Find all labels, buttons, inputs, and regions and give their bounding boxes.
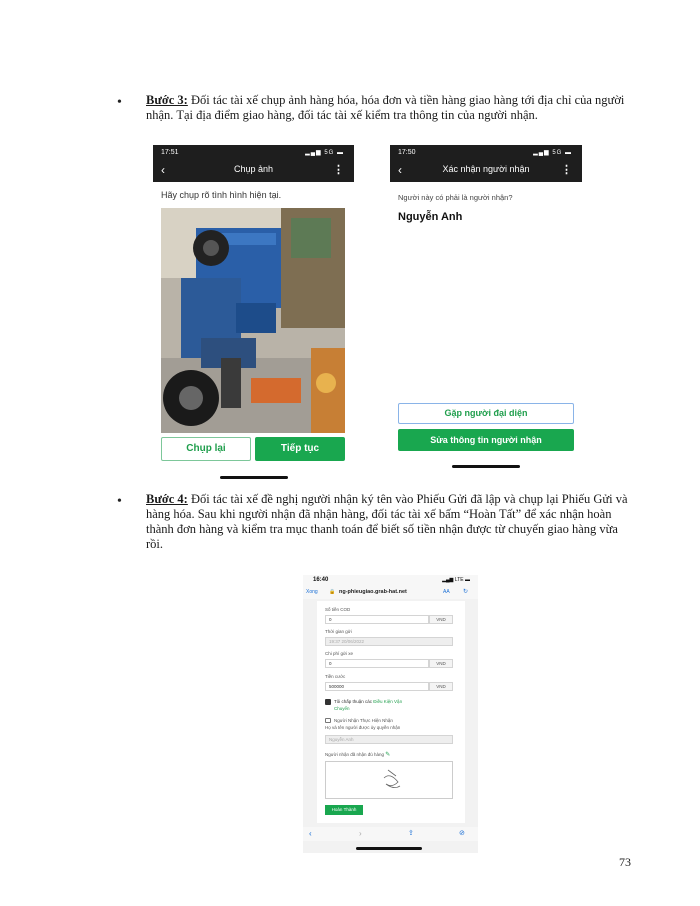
fee-unit: VND — [429, 659, 453, 668]
battery-icon: ▬ — [565, 150, 572, 156]
terms-checkbox[interactable] — [325, 699, 331, 705]
battery-icon: ▬ — [337, 150, 344, 156]
time-input: 19:37 20/06/2022 — [325, 637, 453, 646]
terms-text — [334, 699, 402, 704]
compass-icon[interactable]: ⊘ — [459, 830, 465, 837]
edit-recipient-button[interactable]: Sửa thông tin người nhận — [398, 429, 574, 451]
step3-paragraph — [146, 93, 636, 123]
form-status-bar — [303, 575, 478, 587]
step4-paragraph — [146, 492, 636, 552]
form-card — [317, 601, 465, 823]
step4-line3: thành đơn hàng và kiểm tra mục thanh toán để biết số tiền nhận được từ chuyến giao hàng vừa — [146, 522, 618, 536]
page-title: Chụp ảnh — [233, 164, 274, 174]
recipient-question: Người này có phải là người nhận? — [398, 193, 513, 202]
screen-confirm-recipient — [390, 145, 582, 470]
step3-text-1: Đối tác tài xế chụp ảnh hàng hóa, hóa đơn và tiền hàng giao hàng tới địa chỉ của người — [190, 93, 625, 107]
screen-delivery-form — [303, 575, 478, 853]
reload-icon[interactable]: ↻ — [463, 589, 469, 595]
step4-line2: hàng hóa. Sau khi người nhận đã nhận hàng, đối tác tài xế bấm “Hoàn Tất” để xác nhận hoàn — [146, 507, 612, 521]
back-arrow-icon[interactable]: ‹ — [398, 163, 402, 177]
lock-icon: 🔒 — [329, 589, 336, 595]
signal-icon: ▂▄▆ — [305, 150, 322, 156]
text-size-button[interactable]: AA — [443, 589, 450, 595]
screen-photo-capture — [153, 145, 354, 483]
signal-icon: ▂▄▆ — [533, 150, 550, 156]
step4-line4: rồi. — [146, 537, 164, 551]
continue-button[interactable]: Tiếp tục — [255, 437, 345, 461]
receiver-input[interactable]: Nguyễn Anh — [325, 735, 453, 744]
signature-scribble — [326, 762, 454, 800]
receiver-check-label: Người Nhận Thực Hiện Nhận — [334, 718, 393, 723]
instruction-text: Hãy chụp rõ tình hình hiện tại. — [161, 190, 282, 200]
browser-bar — [303, 587, 478, 599]
network-label: LTE — [454, 577, 464, 583]
page-title: Xác nhận người nhận — [442, 164, 530, 174]
bullet-step4: • — [117, 494, 122, 509]
status-time: 16:40 — [313, 577, 329, 583]
browser-toolbar — [303, 827, 478, 841]
home-indicator — [220, 476, 288, 479]
status-time: 17:50 — [398, 149, 416, 156]
status-icons — [533, 149, 572, 156]
bullet-step3: • — [117, 95, 122, 110]
confirm-header — [390, 145, 582, 182]
network-label: 5G — [324, 150, 335, 156]
signal-icon: ▂▄▆ — [442, 577, 454, 583]
photo-header — [153, 145, 354, 182]
ship-label: Tiền cước — [325, 674, 346, 679]
status-time: 17:51 — [161, 149, 179, 156]
receiver-hint: Họ và tên người được ủy quyền nhận — [325, 725, 401, 730]
fee-input[interactable]: 0 — [325, 659, 429, 668]
signature-pad[interactable] — [325, 761, 453, 799]
fee-label: Chi phí gửi xe — [325, 651, 354, 656]
ship-unit: VND — [429, 682, 453, 691]
status-icons — [305, 149, 344, 156]
battery-icon: ▬ — [465, 577, 470, 583]
back-icon[interactable]: ‹ — [309, 829, 312, 838]
terms-link-2[interactable]: Chuyển — [334, 706, 350, 711]
ship-input[interactable]: 500000 — [325, 682, 429, 691]
step4-line1 — [146, 492, 636, 507]
home-indicator — [452, 465, 520, 468]
step4-label: Bước 4: — [146, 492, 188, 506]
more-vertical-icon[interactable]: ⋮ — [333, 164, 344, 176]
cod-input[interactable]: 0 — [325, 615, 429, 624]
submit-button[interactable]: Hoàn Thành — [325, 805, 363, 815]
more-vertical-icon[interactable]: ⋮ — [561, 164, 572, 176]
pen-icon: ✎ — [385, 752, 391, 758]
forward-icon[interactable]: › — [359, 829, 362, 838]
back-arrow-icon[interactable]: ‹ — [161, 163, 165, 177]
meet-representative-button[interactable]: Gặp người đại diện — [398, 403, 574, 424]
status-icons — [442, 577, 470, 583]
step3-line1 — [146, 93, 636, 108]
retake-button[interactable]: Chụp lại — [161, 437, 251, 461]
step3-label: Bước 3: — [146, 93, 188, 107]
page-number: 73 — [619, 855, 631, 869]
cod-label: Số tiền COD — [325, 607, 351, 612]
url-text[interactable]: ng-phieugiao.grab-hat.net — [339, 589, 407, 595]
cod-unit: VND — [429, 615, 453, 624]
terms-link[interactable]: Điều Kiện Vận — [373, 699, 403, 704]
signature-label — [325, 751, 390, 758]
step4-text-1: Đối tác tài xế đề nghị người nhận ký tên vào Phiếu Gửi đã lập và chụp lại Phiếu Gửi và — [190, 492, 628, 506]
network-label: 5G — [552, 150, 563, 156]
done-button[interactable]: Xong — [306, 589, 318, 595]
signature-label-text: Người nhận đã nhận đủ hàng — [325, 752, 385, 757]
receiver-checkbox[interactable] — [325, 718, 331, 723]
home-indicator — [356, 847, 422, 850]
time-label: Thời gian gửi — [325, 629, 352, 634]
share-icon[interactable]: ⇪ — [408, 830, 414, 837]
terms-prefix: Tôi chấp thuận các — [334, 699, 373, 704]
recipient-name: Nguyễn Anh — [398, 211, 463, 223]
cargo-photo — [161, 208, 345, 433]
step3-line2: nhận. Tại địa điểm giao hàng, đối tác tài xế kiểm tra thông tin của người nhận. — [146, 108, 538, 122]
